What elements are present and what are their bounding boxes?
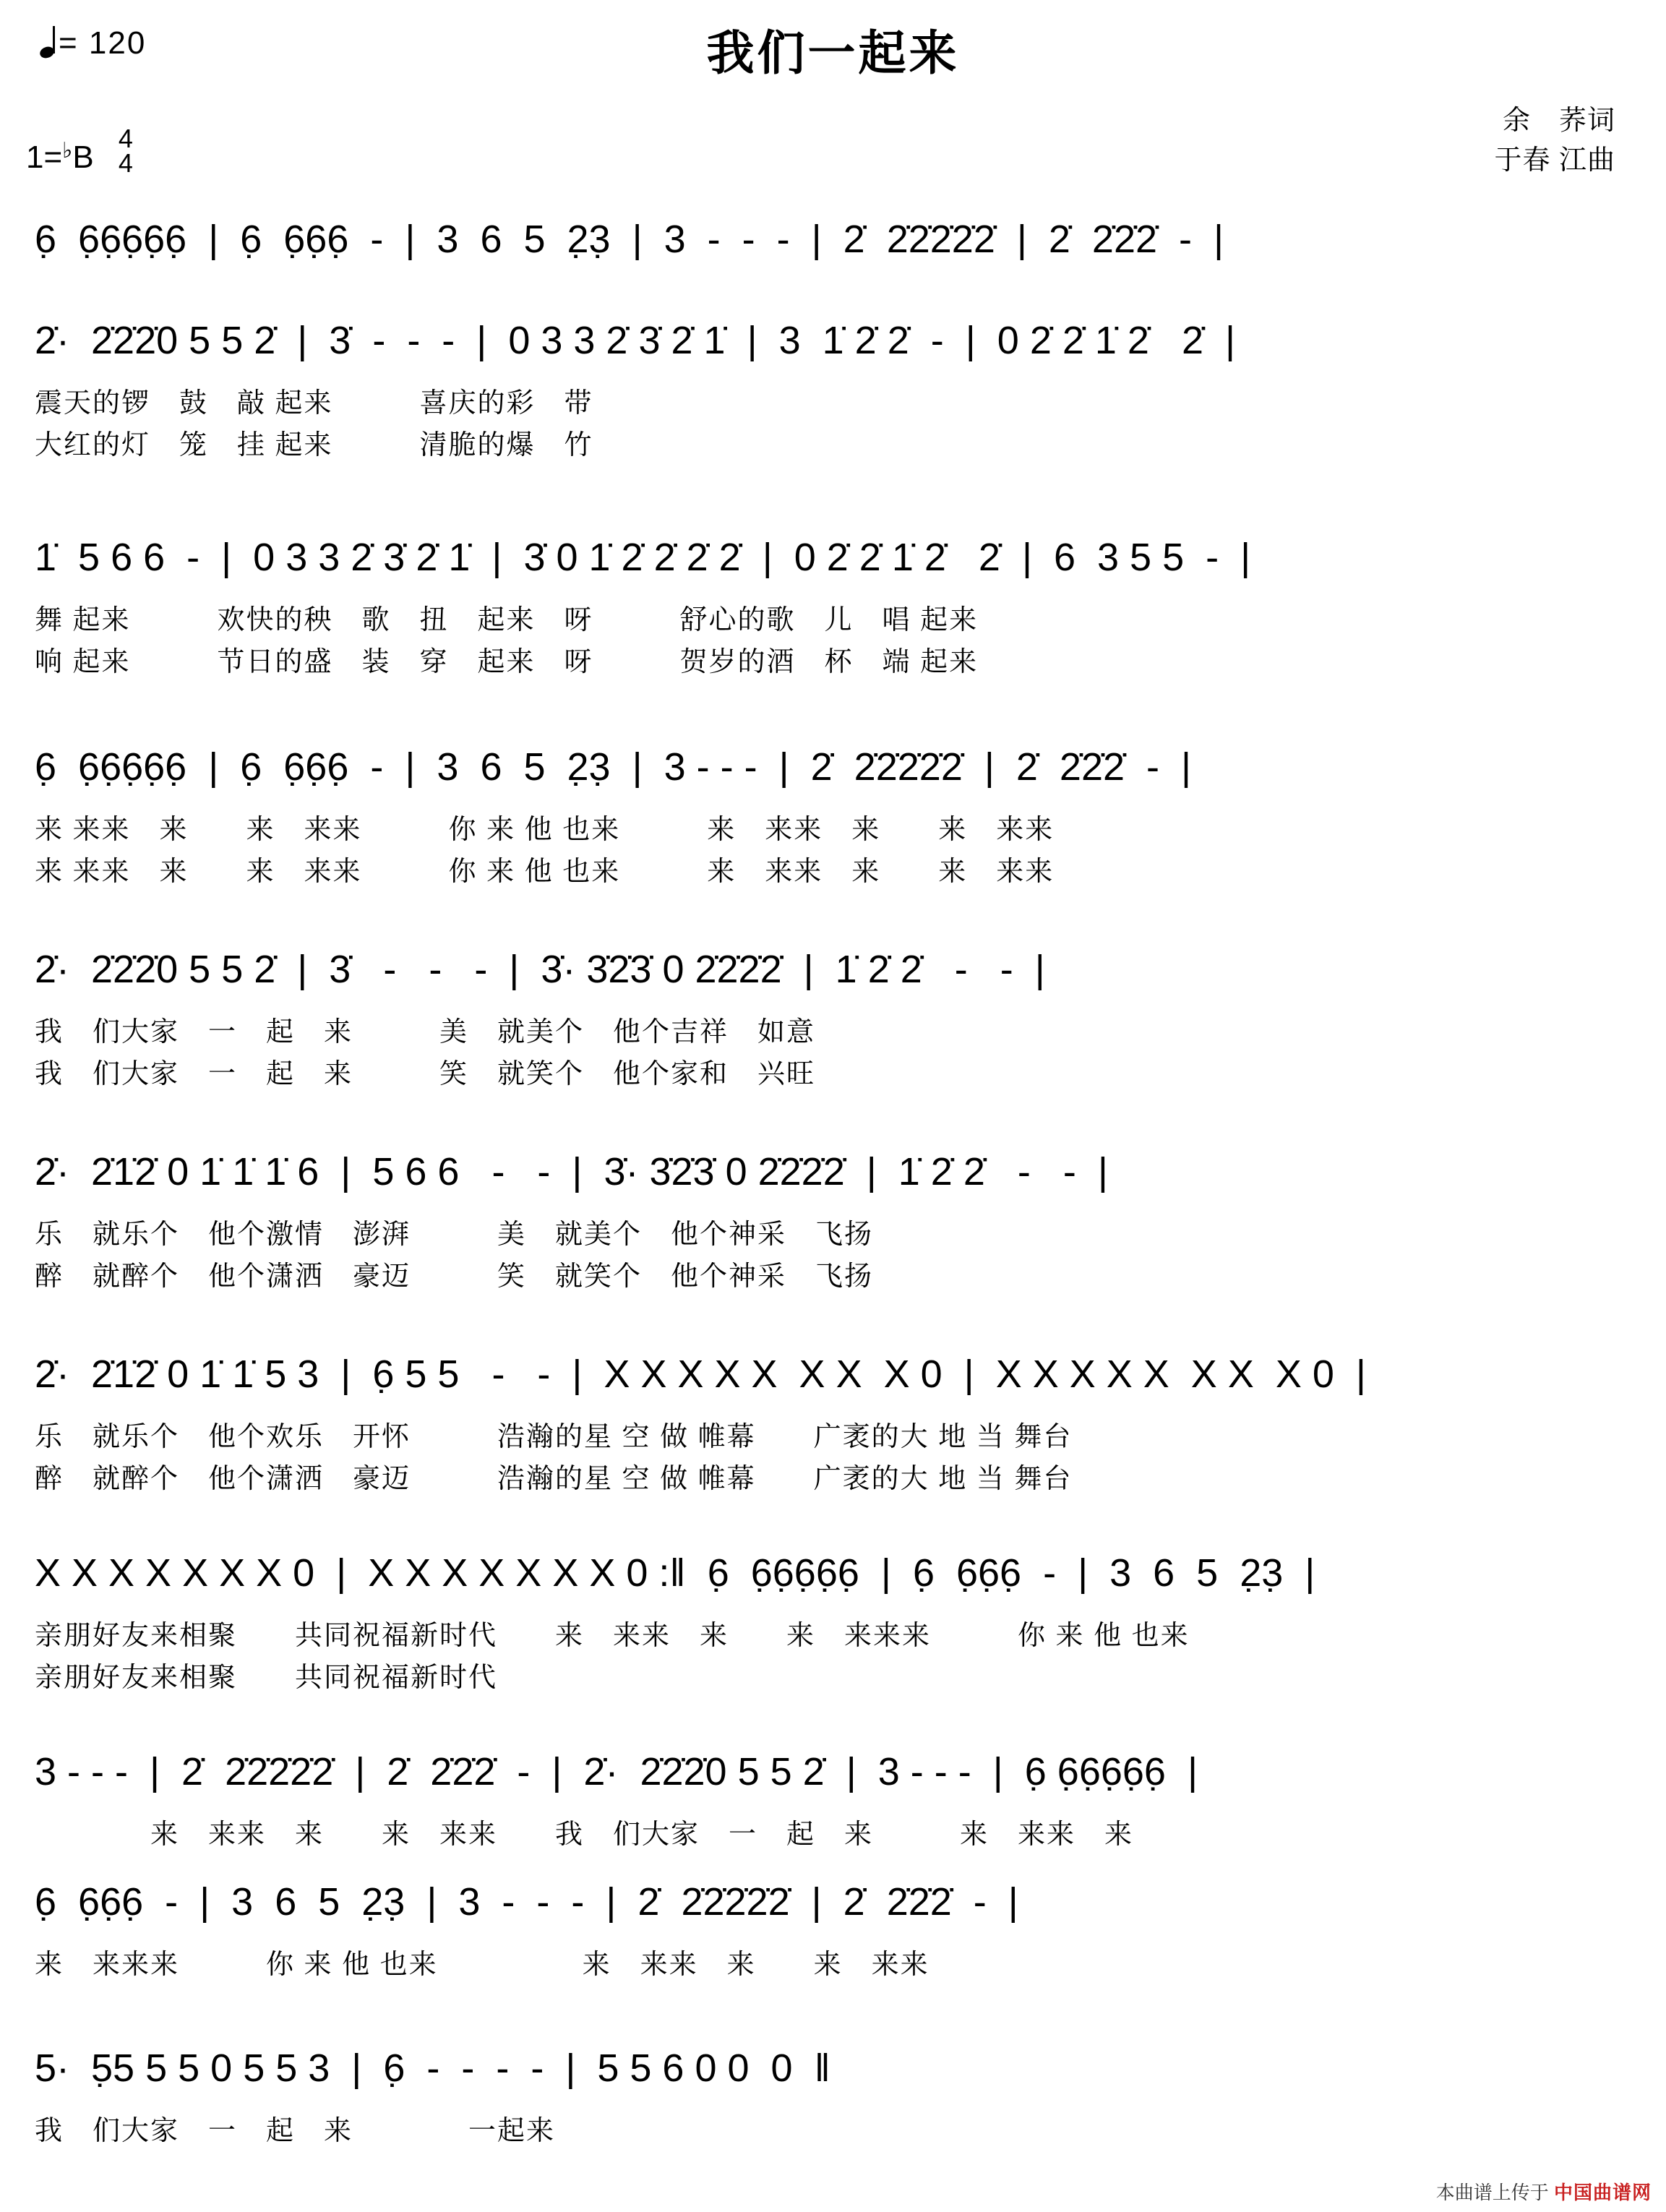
note-row: X X X X X X X 0 | X X X X X X X 0 :‖ 6̣ 6̣6̣6̣6̣6̣ | 6̣ 6̣6̣6̣ - | 3 6 5 2̣3̣ |	[35, 1551, 1315, 1595]
lyric-row-verse2: 醉 就醉个 他个潇洒 豪迈 笑 就笑个 他个神采 飞扬	[35, 1261, 874, 1292]
note-row: 6̣ 6̣6̣6̣6̣6̣ | 6̣ 6̣6̣6̣ - | 3 6 5 2̣3̣ | 3 - - - | 2̇ 2̇2̇2̇2̇2̇ | 2̇ 2̇2̇2̇ - |	[35, 218, 1224, 261]
key-prefix: 1=	[26, 140, 63, 176]
music-system	[0, 1551, 1666, 1695]
lyric-row-verse1: 乐 就乐个 他个激情 澎湃 美 就美个 他个神采 飞扬	[35, 1219, 874, 1250]
lyric-row-verse2: 我 们大家 一 起 来 笑 就笑个 他个家和 兴旺	[35, 1059, 816, 1089]
note-row: 2̇· 2̇2̇2̇0 5 5 2̇ | 3̇ - - - | 0 3 3 2̇ 3̇ 2̇ 1̇ | 3 1̇ 2̇ 2̇ - | 0 2̇ 2̇ 1̇ 2̇ 2̇ |	[35, 319, 1236, 362]
lyric-row-verse1: 乐 就乐个 他个欢乐 开怀 浩瀚的星 空 做 帷幕 广袤的大 地 当 舞台	[35, 1422, 1073, 1452]
note-row: 6̣ 6̣6̣6̣6̣6̣ | 6̣ 6̣6̣6̣ - | 3 6 5 2̣3̣ | 3 - - - | 2̇ 2̇2̇2̇2̇2̇ | 2̇ 2̇2̇2̇ - |	[35, 745, 1192, 789]
lyric-row-verse1: 来 来来 来 来 来来 你 来 他 也来 来 来来 来 来 来来	[35, 815, 1055, 845]
music-system	[0, 1879, 1666, 1982]
note-row: 2̇· 2̇1̇2̇ 0 1̇ 1̇ 5 3 | 6̣ 5 5 - - | X X X X X X X X 0 | X X X X X X X X 0 |	[35, 1353, 1366, 1396]
lyric-row-verse2: 来 来来 来 来 来来 你 来 他 也来 来 来来 来 来 来来	[35, 857, 1055, 887]
music-system	[0, 947, 1666, 1092]
music-system	[0, 1149, 1666, 1294]
time-signature-numerator: 4	[118, 124, 133, 153]
note-row: 1̇ 5 6 6 - | 0 3 3 2̇ 3̇ 2̇ 1̇ | 3̇ 0 1̇ 2̇ 2̇ 2̇ 2̇ | 0 2̇ 2̇ 1̇ 2̇ 2̇ | 6 3 5 5 - |	[35, 536, 1251, 579]
time-signature	[118, 124, 133, 179]
lyric-row-verse1: 来 来来 来 来 来来 我 们大家 一 起 来 来 来来 来	[35, 1819, 1134, 1850]
composer-credit: 于春 江曲	[1494, 145, 1615, 176]
music-system	[0, 318, 1666, 463]
note-row: 3 - - - | 2̇ 2̇2̇2̇2̇2̇ | 2̇ 2̇2̇2̇ - | 2̇· 2̇2̇2̇0 5 5 2̇ | 3 - - - | 6̣ 6̣6̣6̣6̣6̣ |	[35, 1750, 1198, 1793]
page-title: 我们一起来	[706, 26, 960, 80]
key-letter: B	[72, 140, 94, 176]
credits	[1494, 101, 1615, 181]
note-row: 2̇· 2̇1̇2̇ 0 1̇ 1̇ 1̇ 6 | 5 6 6 - - | 3̇· 3̇2̇3̇ 0 2̇2̇2̇2̇ | 1̇ 2̇ 2̇ - - |	[35, 1150, 1108, 1193]
note-row: 5· 5̣5 5 5 0 5 5 3 | 6̣ - - - - | 5 5 6 0 0 0 ‖	[35, 2046, 830, 2090]
flat-symbol: ♭	[62, 139, 73, 163]
footer-credit	[1436, 2178, 1652, 2205]
lyricist-credit: 余 荞词	[1502, 106, 1615, 136]
footer-site: 中国曲谱网	[1553, 2182, 1652, 2203]
note-row: 2̇· 2̇2̇2̇0 5 5 2̇ | 3̇ - - - | 3̇· 3̇2̇3̇ 0 2̇2̇2̇2̇ | 1̇ 2̇ 2̇ - - |	[35, 948, 1045, 991]
lyric-row-verse1: 舞 起来 欢快的秧 歌 扭 起来 呀 舒心的歌 儿 唱 起来	[35, 605, 979, 635]
lyric-row-verse2: 响 起来 节日的盛 装 穿 起来 呀 贺岁的酒 杯 端 起来	[35, 647, 979, 677]
lyric-row-verse2: 亲朋好友来相聚 共同祝福新时代	[35, 1663, 498, 1693]
time-signature-denominator: 4	[118, 148, 133, 179]
footer-text: 本曲谱上传于	[1435, 2182, 1549, 2203]
lyric-row-verse2: 醉 就醉个 他个潇洒 豪迈 浩瀚的星 空 做 帷幕 广袤的大 地 当 舞台	[35, 1464, 1073, 1494]
lyric-row-verse1: 我 们大家 一 起 来 美 就美个 他个吉祥 如意	[35, 1017, 816, 1047]
music-system	[0, 745, 1666, 889]
tempo-value: = 120	[59, 25, 147, 61]
key-signature	[26, 124, 133, 179]
lyric-row-verse1: 亲朋好友来相聚 共同祝福新时代 来 来来 来 来 来来来 你 来 他 也来	[35, 1621, 1190, 1651]
lyric-row-verse1: 来 来来来 你 来 他 也来 来 来来 来 来 来来	[35, 1950, 929, 1980]
music-system	[0, 1749, 1666, 1852]
music-system	[0, 535, 1666, 680]
lyric-row-verse2: 大红的灯 笼 挂 起来 清脆的爆 竹	[35, 430, 593, 460]
note-row: 6̣ 6̣6̣6̣ - | 3 6 5 2̣3̣ | 3 - - - | 2̇ 2̇2̇2̇2̇2̇ | 2̇ 2̇2̇2̇ - |	[35, 1880, 1018, 1924]
lyric-row-verse1: 震天的锣 鼓 敲 起来 喜庆的彩 带	[35, 388, 593, 419]
music-system	[0, 2046, 1666, 2148]
music-system	[0, 217, 1666, 279]
music-system	[0, 1352, 1666, 1496]
lyric-row-verse1: 我 们大家 一 起 来 一起来	[35, 2116, 556, 2146]
